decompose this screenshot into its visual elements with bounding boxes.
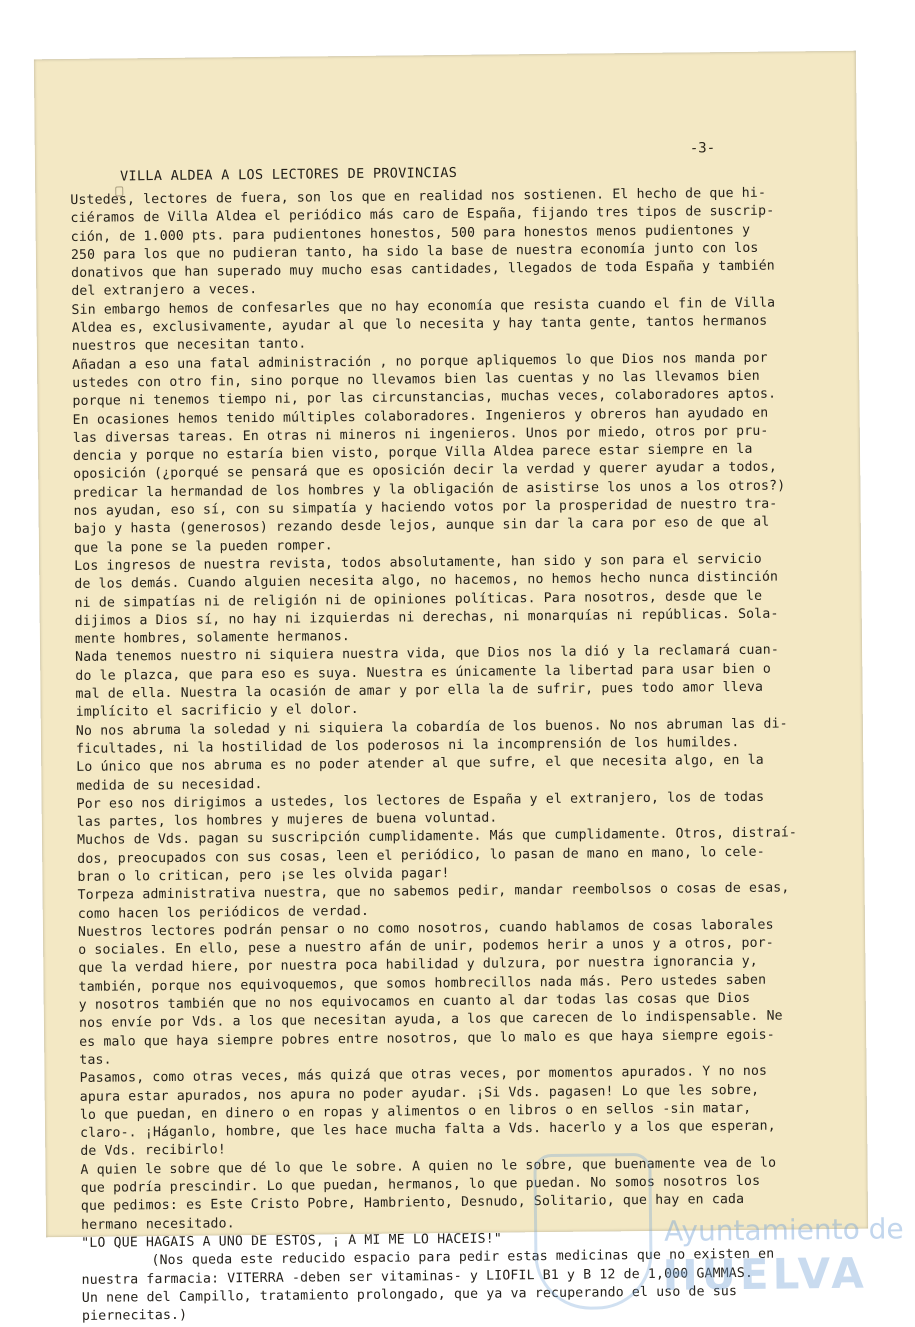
watermark [533, 1150, 915, 1304]
text-line: ción, de 1.000 pts. para pudientones honestos, 500 para honestos menos pudientones y [70, 222, 751, 245]
text-line: Por eso nos dirigimos a ustedes, los lectores de España y el extranjero, los de todas [76, 789, 765, 812]
text-line: Pasamos, como otras veces, más quizá que otras veces, por momentos apurados. Y no nos [79, 1063, 768, 1087]
text-line: Los ingresos de nuestra revista, todos absolutamente, han sido y son para el servicio [74, 551, 762, 574]
text-line: hermano necesitado. [80, 1215, 235, 1233]
text-line: también, porque nos equivoquemos, que somos hombrecillos nada más. Pero ustedes saben [78, 972, 767, 995]
text-line: Un nene del Campillo, tratamiento prolongado, que ya va recuperando el uso de sus [81, 1283, 738, 1306]
text-line: dijimos a Dios sí, no hay ni izquierdas ni derechas, ni monarquías ni repúblicas. Sola- [74, 606, 779, 629]
text-line: que pedimos: es Este Cristo Pobre, Hambriento, Desnudo, Solitario, que hay en cada [80, 1192, 745, 1215]
text-line: En ocasiones hemos tenido múltiples colaboradores. Ingenieros y obreros han ayudado en [72, 405, 769, 428]
text-line: oposición (¿porqué se pensará que es oposición decir la verdad y querer ayudar a todos, [73, 460, 778, 483]
text-line: bajo y hasta (generosos) rezando desde lejos, aunque sin dar la cara por eso de que al [73, 515, 770, 538]
text-line: que la verdad hiere, por nuestra poca habilidad y dulzura, por nuestra ignorancia y, [78, 954, 758, 977]
text-line: A quien le sobre que dé lo que le sobre. A quien no le sobre, que buenamente vea de lo [80, 1155, 777, 1178]
text-line: Muchos de Vds. pagan su suscripción cumplidamente. Más que cumplidamente. Otros, distraí- [76, 825, 798, 849]
watermark-line-1: Ayuntamiento de [663, 1212, 904, 1248]
text-line: porque ni tenemos tiempo ni, por las circunstancias, muchas veces, colaboradores aptos. [72, 386, 777, 410]
coat-of-arms-icon [533, 1153, 653, 1310]
watermark-line-2: HUELVA [662, 1248, 868, 1300]
text-line: lo que puedan, en dinero o en ropas y alimentos o en libros o en sellos -sin matar, [79, 1100, 752, 1123]
text-line: No nos abruma la soledad y ni siquiera la cobardía de los buenos. No nos abruman las di- [75, 716, 788, 739]
text-line: bran o lo critican, pero ¡se les olvida pagar! [77, 866, 450, 885]
text-line: 250 para los que no pudieran tanto, ha sido la base de nuestra economía junto con los [70, 240, 759, 263]
text-line: Lo único que nos abruma es no poder atender al que sufre, el que necesita algo, en la [76, 752, 764, 776]
text-line: Torpeza administrativa nuestra, que no sabemos pedir, mandar reembolsos o cosas de esas, [77, 880, 790, 904]
text-line: (Nos queda este reducido espacio para pedir estas medicinas que no existen en [151, 1246, 775, 1269]
text-line: mal de ella. Nuestra la ocasión de amar y por ella la de sufrir, pues todo amor lleva [75, 679, 764, 702]
text-line: como hacen los periódicos de verdad. [77, 903, 370, 922]
text-line: "LO QUE HAGAIS A UNO DE ESTOS, ¡ A MI ME LO HACEIS!" [81, 1231, 502, 1251]
text-line: piernecitas.) [81, 1307, 188, 1325]
text-line: de Vds. recibirlo! [80, 1142, 226, 1160]
text-line: apura estar apurados, nos apura no poder ayudar. ¡Si Vds. pagasen! Lo que les sobre, [79, 1082, 760, 1105]
text-line: Nada tenemos nuestro ni siquiera nuestra vida, que Dios nos la dió y la reclamará cuan- [75, 642, 779, 666]
text-line: Aldea es, exclusivamente, ayudar al que lo necesita y hay tanta gente, tantos hermanos [71, 313, 768, 337]
text-line: las partes, los hombres y mujeres de buena voluntad. [76, 810, 498, 831]
page-number: -3- [689, 140, 716, 157]
text-line: donativos que han superado muy mucho esas cantidades, llegados de toda España y también [71, 258, 775, 282]
text-line: dos, preocupados con sus cosas, leen el periódico, lo pasan de mano en mano, lo cele- [77, 844, 765, 867]
text-line: de los demás. Cuando alguien necesita algo, no hacemos, no hemos hecho nunca distinción [74, 569, 779, 593]
text-line: Nuestros lectores podrán pensar o no como nosotros, cuando hablamos de cosas laborales [77, 917, 774, 940]
document-page [34, 51, 904, 1325]
text-line: ni de simpatías ni de religión ni de opiniones políticas. Para nosotros, desde que le [74, 588, 763, 611]
text-line: nos ayudan, eso sí, con su simpatía y haciendo votos por la prosperidad de nuestro tra- [73, 496, 778, 519]
text-line: tas. [79, 1052, 112, 1068]
article-title: VILLA ALDEA A LOS LECTORES DE PROVINCIAS [120, 164, 458, 185]
text-line: predicar la hermandad de los hombres y la obligación de asistirse los unos a los otros?) [73, 478, 786, 501]
text-line: que podría prescindir. Lo que puedan, hermanos, lo que puedan. No somos nosotros los [80, 1173, 761, 1196]
text-line: mente hombres, solamente hermanos. [74, 629, 351, 648]
text-line: dencia y porque no estaría bien visto, porque Villa Aldea parece estar siempre en la [72, 441, 753, 465]
text-line: Ustedes, lectores de fuera, son los que en realidad nos sostienen. El hecho de que hi- [70, 185, 767, 208]
text-line: o sociales. En ello, pese a nuestro afán de unir, podemos herir a unos y a otros, por- [78, 935, 774, 959]
text-line: nos envíe por Vds. a los que necesitan ayuda, a los que carecen de lo indispensable. Ne [78, 1008, 783, 1032]
text-line: Añadan a eso una fatal administración , no porque apliquemos lo que Dios nos manda por [71, 350, 768, 373]
text-line: do le plazca, que para eso es suya. Nuestra es únicamente la libertad para usar bien o [75, 661, 772, 684]
text-line: y nosotros también que no nos equivocamos en cuanto al dar todas las cosas que Dios [78, 990, 751, 1013]
text-line: implícito el sacrificio y el dolor. [75, 702, 359, 721]
text-line: las diversas tareas. En otras ni mineros ni ingenieros. Unos por miedo, otros por pru- [72, 423, 769, 446]
text-line: Sin embargo hemos de confesarles que no hay economía que resista cuando el fin de Villa [71, 295, 776, 318]
text-line: del extranjero a veces. [71, 282, 258, 300]
text-line: ciéramos de Villa Aldea el periódico más caro de España, fijando tres tipos de suscrip- [70, 203, 775, 227]
text-line: es malo que haya siempre pobres entre nosotros, que lo malo es que haya siempre egois- [79, 1027, 775, 1050]
text-line: claro-. ¡Háganlo, hombre, que les hace mucha falta a Vds. hacerlo y a los que esperan, [80, 1118, 776, 1142]
text-line: nuestros que necesitan tanto. [71, 336, 307, 355]
text-line: nuestra farmacia: VITERRA -deben ser vitaminas- y LIOFIL B1 y B 12 de 1,000 GAMMAS. [81, 1265, 754, 1288]
text-line: ustedes con otro fin, sino porque no llevamos bien las cuentas y no las llevamos bien [72, 368, 760, 391]
text-line: ficultades, ni la hostilidad de los poderosos ni la incomprensión de los humildes. [76, 734, 740, 757]
text-line: que la pone se la pueden romper. [73, 537, 333, 556]
text-line: medida de su necesidad. [76, 776, 263, 794]
